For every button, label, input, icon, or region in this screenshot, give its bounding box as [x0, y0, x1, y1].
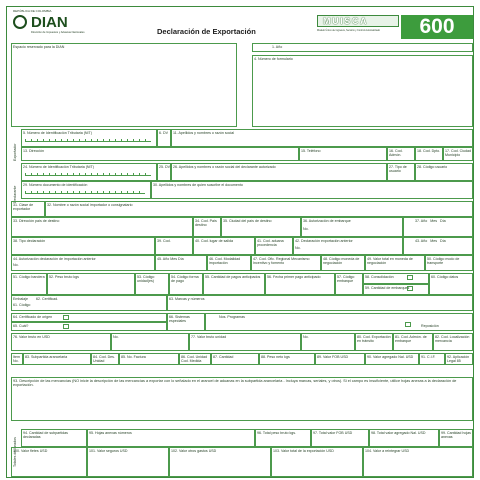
tipo-declaracion-field[interactable]: 38. Tipo declaración — [11, 237, 155, 255]
programas-field[interactable]: Nos. Programas — [205, 313, 473, 331]
codigo-39-field[interactable]: 39. Cod. — [155, 237, 193, 255]
valor-total-exportacion-field[interactable]: 103. Valor total de la exportación USD — [271, 447, 363, 477]
dian-subtitle: Dirección de Impuestos y Aduanas Nacionales — [31, 31, 85, 34]
autorizacion-embarque-field[interactable]: 36. Autorización de embarque No. — [301, 217, 403, 237]
pagos-anticipados-field[interactable]: 55. Cantidad de pagos anticipados — [203, 273, 265, 295]
form-title: Declaración de Exportación — [157, 27, 256, 36]
muisca-wordmark: MUISCA — [323, 16, 369, 26]
declarante-apellidos-field[interactable]: 30. Apellidos y nombres de quien suscribe el documento — [151, 181, 473, 199]
autorizacion-importacion-field[interactable]: 44. Autorización declaración de importación anterior No. — [11, 255, 155, 271]
consignatario-field[interactable]: 32. Nombre o razón social importador o consignatario — [45, 201, 473, 217]
fecha-autorizacion-field[interactable]: 37. Año Mes Día — [403, 217, 473, 237]
dian-logo — [13, 15, 27, 29]
valor-bruto-unidad-field[interactable]: 77. Valor bruto unidad — [189, 333, 301, 351]
certificado-origen-field[interactable]: 64. Certificado de origen — [11, 313, 167, 322]
fecha-primer-pago-field[interactable]: 56. Fecha primer pago anticipado — [265, 273, 335, 295]
declarante-codigo-usuario-field[interactable]: 28. Código usuario — [415, 163, 473, 181]
reposicion-checkbox[interactable] — [405, 322, 411, 327]
fecha-importacion-field[interactable]: 45. Año Mes Día — [155, 255, 207, 271]
valor-seguros-field[interactable]: 101. Valor seguros USD — [87, 447, 169, 477]
cantidad-hojas-anexas-field[interactable]: 99. Cantidad hojas anexas — [439, 429, 473, 447]
exportador-admon-field[interactable]: 16. Cod. Admón. — [387, 147, 415, 161]
codigo-datos-field[interactable]: 60. Código datos — [429, 273, 473, 295]
embalaje-field[interactable]: Embalaje 62. Certificad. 61. Código — [11, 295, 167, 311]
valor-bruto-no-field[interactable]: No. — [111, 333, 189, 351]
valor-agregado-header: 90. Valor agregado Nal. USD — [365, 353, 419, 365]
exportador-telefono-field[interactable]: 15. Teléfono — [299, 147, 387, 161]
subpartida-header: 83. Subpartida arancelaria — [23, 353, 91, 365]
valor-bruto-usd-field[interactable]: 76. Valor bruto en USD — [11, 333, 111, 351]
exportador-dv-field[interactable]: 6. DV — [157, 129, 171, 147]
total-peso-bruto-field[interactable]: 96. Total peso bruto kgs. — [255, 429, 311, 447]
dian-reserved-area: Espacio reservado para la DIAN — [11, 43, 237, 127]
declarante-documento-field[interactable]: 29. Número documento de identificación — [21, 181, 151, 199]
factura-header: 85. No. Factura — [119, 353, 179, 365]
forma-pago-field[interactable]: 54. Código forma de pago — [169, 273, 203, 295]
exportador-ciudad-field[interactable]: 17. Cod. Ciudad Municipio — [443, 147, 473, 161]
declarante-section-tag: Declarante — [13, 185, 17, 203]
hojas-anexas-field[interactable]: 95. Hojas anexas números — [87, 429, 255, 447]
valor-fletes-field[interactable]: 100. Valor fletes USD — [11, 447, 87, 477]
cif-header: 91. C.I.F. — [419, 353, 445, 365]
item-no-header: Item No. — [11, 353, 23, 365]
certificado-origen-checkbox[interactable] — [63, 315, 69, 320]
aduana-procedencia-field[interactable]: 41. Cod. aduana procedencia — [255, 237, 293, 255]
cod-des-header: 84. Cod. Des. Unidad — [91, 353, 119, 365]
declarante-dv-field[interactable]: 25. DV — [157, 163, 171, 181]
cual-field[interactable]: 65. Cuál? — [11, 322, 167, 331]
declarante-nit-digit-boxes — [25, 173, 151, 176]
codigo-bandera-field[interactable]: 51. Código bandera — [11, 273, 47, 295]
muisca-subtitle: Modelo Único de Ingresos, Servicio y Control Automatizado — [317, 29, 380, 32]
totales-section-tag: Totales declarados — [13, 437, 17, 467]
declarante-tipo-usuario-field[interactable]: 27. Tipo de usuario — [387, 163, 415, 181]
cod-unidad-header: 86. Cod. Unidad Cod. Medida — [179, 353, 211, 365]
exportador-section-tag: Exportador — [13, 143, 17, 161]
admon-embarque-field[interactable]: 81. Cod. Admón. de embarque — [393, 333, 433, 351]
fecha-declaracion-anterior-field[interactable]: 43. Año Mes Día — [403, 237, 473, 255]
form-number: 600 — [401, 15, 473, 39]
export-declaration-form — [6, 6, 474, 478]
codigo-unidades-field[interactable]: 53. Código unidad(es) — [135, 273, 169, 295]
exportador-direccion-field[interactable]: 13. Dirección — [21, 147, 299, 161]
ciudad-destino-field[interactable]: 35. Ciudad del país de destino — [221, 217, 301, 237]
cantidad-header: 87. Cantidad — [211, 353, 259, 365]
codigo-pais-destino-field[interactable]: 34. Cod. País destino — [193, 217, 221, 237]
form-number-field[interactable]: 4. Número de formulario — [252, 55, 473, 127]
lugar-salida-field[interactable]: 40. Cod. lugar de salida — [193, 237, 255, 255]
exportador-dpto-field[interactable]: 18. Cod. Dpto. — [415, 147, 443, 161]
moneda-negociacion-field[interactable]: 48. Código moneda de negociación — [321, 255, 365, 271]
codigo-embarque-field[interactable]: 57. Código embarque — [335, 273, 363, 295]
direccion-destino-field[interactable]: 33. Dirección país de destino — [11, 217, 193, 237]
total-valor-agregado-field[interactable]: 98. Total valor agregado Nal. USD — [369, 429, 439, 447]
cantidad-subpartidas-field[interactable]: 94. Cantidad de subpartidas declaradas — [21, 429, 87, 447]
sistemas-especiales-field[interactable]: 66. Sistemas especiales — [167, 313, 205, 331]
modalidad-importacion-field[interactable]: 46. Cod. Modalidad importación — [207, 255, 251, 271]
aplicacion-header: 92. Aplicación Legal 85 — [445, 353, 473, 365]
valor-unidad-no-field[interactable]: No. — [301, 333, 355, 351]
declaracion-anterior-field[interactable]: 42. Declaración exportación anterior No. — [293, 237, 403, 255]
total-valor-fob-field[interactable]: 97. Total valor FOB USD — [311, 429, 369, 447]
dian-wordmark: DIAN — [31, 14, 68, 31]
exportador-razon-field[interactable]: 11. Apellidos y nombres o razón social — [171, 129, 473, 147]
declarante-razon-field[interactable]: 26. Apellidos y nombres o razón social del declarante autorizado — [171, 163, 387, 181]
cantidad-embarques-checkbox[interactable] — [407, 286, 413, 291]
localizacion-mercancia-field[interactable]: 82. Cod. Localización mercancía — [433, 333, 473, 351]
consolidacion-checkbox[interactable] — [407, 275, 413, 280]
valor-moneda-field[interactable]: 49. Valor total en moneda de negociación — [365, 255, 425, 271]
exportacion-transito-field[interactable]: 80. Cod. Exportación en tránsito — [355, 333, 393, 351]
valor-reintegrar-field[interactable]: 104. Valor a reintegrar USD — [363, 447, 473, 477]
republic-label: REPÚBLICA DE COLOMBIA — [13, 9, 52, 13]
exportador-nit-field[interactable]: 5. Número de Identificación Tributaria (NIT) — [21, 129, 157, 147]
valor-fob-header: 89. Valor FOB USD — [315, 353, 365, 365]
declarante-nit-field[interactable]: 24. Número de Identificación Tributaria (NIT) — [21, 163, 157, 181]
documento-digit-boxes — [25, 191, 145, 194]
otros-gastos-field[interactable]: 102. Valor otros gastos USD — [169, 447, 271, 477]
peso-bruto-field[interactable]: 52. Peso bruto kgs — [47, 273, 135, 295]
cantidad-embarques-field[interactable]: 59. Cantidad de embarques — [363, 284, 429, 295]
marcas-numeros-field[interactable]: 63. Marcas y números — [167, 295, 473, 311]
regimen-incentivo-field[interactable]: 47. Cod. Ofic. Regional Mecanismo Incentivo y fomento — [251, 255, 321, 271]
peso-neto-header: 88. Peso neto kgs — [259, 353, 315, 365]
clase-exportador-field[interactable]: 31. Clase de exportador — [11, 201, 45, 217]
nit-digit-boxes — [25, 139, 151, 142]
year-field[interactable]: 1. Año — [252, 43, 473, 52]
consolidacion-field[interactable]: 58. Consolidación — [363, 273, 429, 284]
reposicion-label: Reposición — [421, 324, 439, 328]
cual-checkbox[interactable] — [63, 324, 69, 329]
descripcion-mercancias-field[interactable]: 93. Descripción de las mercancías (NO inicie la descripción de las mercancías a exportar con lo señalado en el arancel de aduanas en la subpartida arancelaria - Incluya marcas, seriales, y otros). Si el campo es insuficiente, utilice hojas anexas a la declaración de exportación. — [11, 377, 473, 421]
modo-transporte-field[interactable]: 50. Código modo de transporte — [425, 255, 473, 271]
